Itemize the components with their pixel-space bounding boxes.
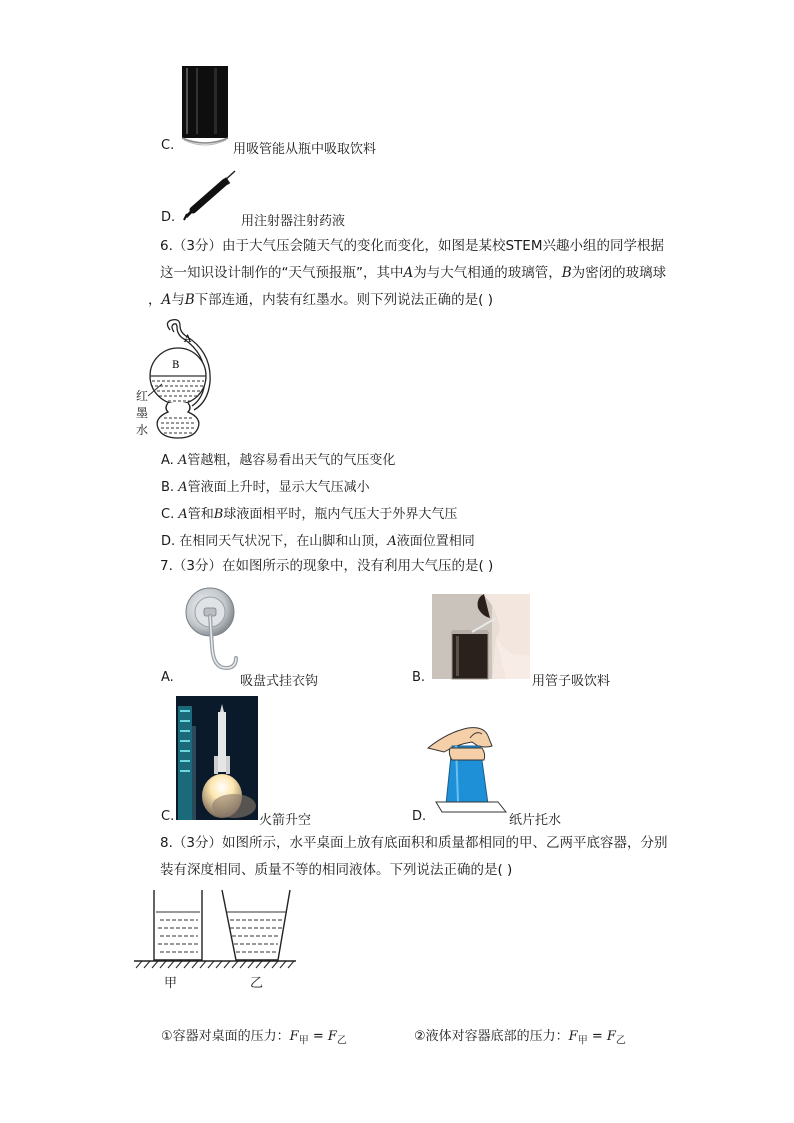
q6-option-c: C. A管和B球液面相平时，瓶内气压大于外界大气压: [161, 507, 458, 522]
rocket-launch-photo: [176, 696, 258, 820]
straw-cup-image: [180, 64, 230, 148]
q7-option-a-text: 吸盘式挂衣钩: [240, 674, 319, 689]
q6-option-d: D. 在相同天气状况下，在山脚和山顶，A液面位置相同: [161, 534, 475, 549]
q5-option-c-text: 用吸管能从瓶中吸取饮料: [233, 142, 377, 157]
q5-option-d-letter: D.: [161, 210, 176, 225]
q6-stem-line1: 6.（3分）由于大气压会随天气的变化而变化，如图是某校STEM兴趣小组的同学根据: [160, 238, 664, 254]
label-b: B: [172, 360, 180, 371]
q6-option-b: B. A管液面上升时，显示大气压减小: [161, 480, 370, 495]
q6-stem-line3: ，A与B下部连通，内装有红墨水。则下列说法正确的是( ): [148, 292, 493, 308]
paper-holds-water-image: [428, 726, 508, 816]
q7-option-d-letter: D.: [412, 809, 427, 824]
q7-option-d-text: 纸片托水: [509, 813, 562, 828]
label-a: A: [184, 334, 192, 345]
q7-option-c-letter: C.: [161, 809, 175, 824]
q7-option-b-letter: B.: [412, 670, 426, 685]
q8-stem-line2: 装有深度相同、质量不等的相同液体。下列说法正确的是( ): [160, 862, 513, 878]
suction-hook-image: [182, 586, 240, 678]
q5-option-d-text: 用注射器注射药液: [241, 214, 346, 229]
q7-option-a-letter: A.: [161, 670, 174, 685]
two-containers-diagram: [132, 888, 298, 992]
q8-stem-line1: 8.（3分）如图所示，水平桌面上放有底面积和质量都相同的甲、乙两平底容器，分别: [160, 835, 668, 851]
q7-option-c-text: 火箭升空: [259, 813, 312, 828]
syringe-image: [183, 170, 237, 222]
q8-statement-2: ②液体对容器底部的压力：$F_甲 = F_乙$: [414, 1029, 626, 1047]
q8-statement-1: ①容器对桌面的压力：$F_甲 = F_乙$: [161, 1029, 347, 1047]
q6-option-a: A. A管越粗，越容易看出天气的气压变化: [161, 453, 396, 468]
red-ink-label: 红 墨 水: [136, 389, 149, 437]
q6-stem-line2: 这一知识设计制作的“天气预报瓶”，其中A为与大气相通的玻璃管，B为密闭的玻璃球: [160, 265, 667, 281]
q7-option-b-text: 用管子吸饮料: [532, 674, 611, 689]
label-jia: 甲: [164, 976, 178, 991]
drinking-straw-photo: [432, 594, 530, 679]
q5-option-c-letter: C.: [161, 138, 175, 153]
label-yi: 乙: [250, 976, 264, 991]
q7-stem: 7.（3分）在如图所示的现象中，没有利用大气压的是( ): [160, 558, 494, 574]
